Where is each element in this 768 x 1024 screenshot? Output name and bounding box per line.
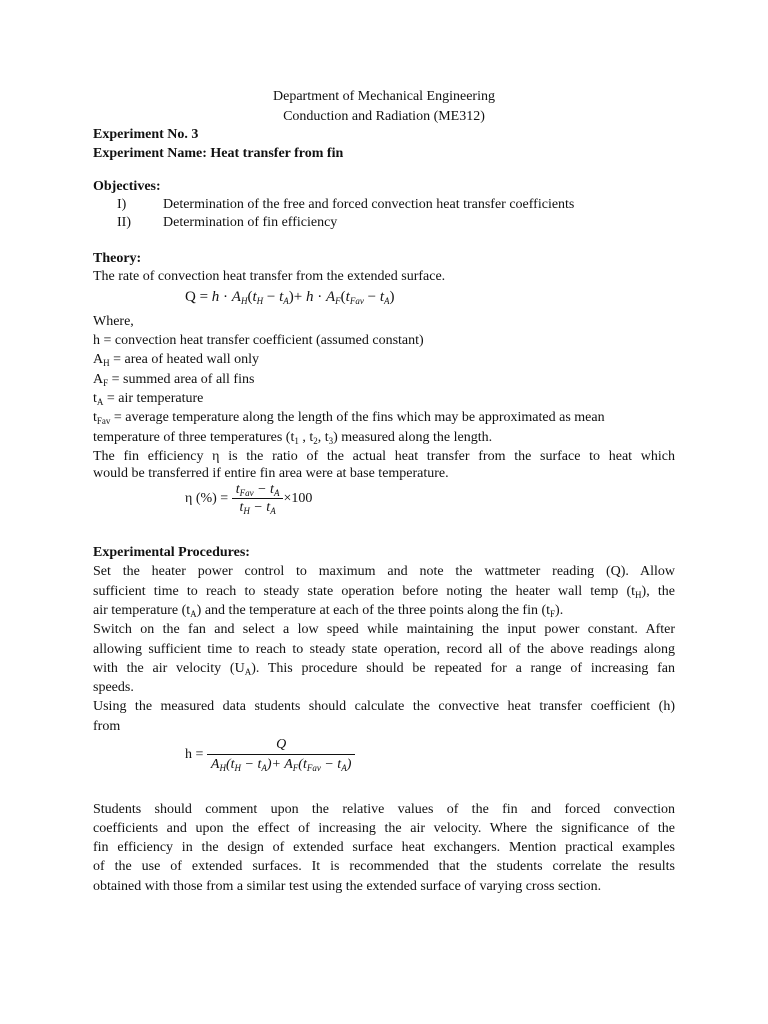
closing-line: fin efficiency in the design of extended surface heat exchangers. Mention practical examples xyxy=(93,840,675,855)
closing-line: obtained with those from a similar test using the extended surface of varying cross section. xyxy=(93,879,602,894)
closing-line: coefficients and upon the effect of increasing the air velocity. Where the significance of the xyxy=(93,821,675,836)
def-tfav-text: = average temperature along the length of the fins which may be approximated as mean xyxy=(110,410,605,425)
closing-line: Students should comment upon the relative values of the fin and forced convection xyxy=(93,802,675,817)
def-ah: $A_H$ = area of heated wall only xyxy=(93,352,260,368)
def-ta: $t_A$ = air temperature xyxy=(93,391,204,407)
theory-intro: The rate of convection heat transfer from the extended surface. xyxy=(93,269,446,284)
def-tfav-cont: temperature of three temperatures ($t_1$ , $t_2$, $t_3$) measured along the length. xyxy=(93,430,493,446)
objective-number: II) xyxy=(117,215,131,230)
procedure-line: sufficient time to reach to steady state operation before noting the heater wall temp $(t_H)$, the xyxy=(93,584,676,600)
experiment-number: Experiment No. 3 xyxy=(93,127,199,142)
procedure-line: allowing sufficient time to reach to steady state operation, record all of the above readings along xyxy=(93,642,675,657)
eta-label: η (%) = xyxy=(185,491,232,506)
procedure-line: Using the measured data students should calculate the convective heat transfer coefficient (h) xyxy=(93,699,675,714)
procedure-line: from xyxy=(93,719,121,734)
objective-number: I) xyxy=(117,197,127,212)
procedure-line: air temperature $(t_A)$ and the temperature at each of the three points along the fin $(t_F)$. xyxy=(93,603,564,619)
def-ta-text: = air temperature xyxy=(103,391,204,406)
procedures-heading: Experimental Procedures: xyxy=(93,545,250,560)
def-tfav: $t_{Fav}$ = average temperature along the length of the fins which may be approximated as mean xyxy=(93,410,605,426)
def-af-text: = summed area of all fins xyxy=(111,372,255,387)
eta-times: ×100 xyxy=(283,491,313,506)
experiment-name: Experiment Name: Heat transfer from fin xyxy=(93,146,344,161)
procedure-line: speeds. xyxy=(93,680,134,695)
procedure-line: Switch on the fan and select a low speed while maintaining the input power constant. After xyxy=(93,622,675,637)
def-ah-text: = area of heated wall only xyxy=(109,352,260,367)
closing-line: of the use of extended surfaces. It is recommended that the students correlate the results xyxy=(93,859,675,874)
objective-item: Determination of fin efficiency xyxy=(163,215,338,230)
heat-transfer-equation: $Q = h \cdot A_H(t_H - t_A)+ h \cdot A_F(t_{Fav} - t_A)$ xyxy=(185,289,395,306)
def-h: h = convection heat transfer coefficient (assumed constant) xyxy=(93,333,424,348)
efficiency-line-1: The fin efficiency η is the ratio of the actual heat transfer from the surface to heat which xyxy=(93,449,675,464)
efficiency-line-2: would be transferred if entire fin area were at base temperature. xyxy=(93,466,449,481)
where-label: Where, xyxy=(93,314,134,329)
efficiency-equation: η (%) = $\frac{t_{Fav} - t_A}{t_H - t_A}$ ×100 xyxy=(185,482,313,516)
objectives-heading: Objectives: xyxy=(93,179,161,194)
course-title: Conduction and Radiation (ME312) xyxy=(283,109,485,124)
objective-item: Determination of the free and forced convection heat transfer coefficients xyxy=(163,197,575,212)
procedure-line: Set the heater power control to maximum and note the wattmeter reading (Q). Allow xyxy=(93,564,675,579)
h-equation: h = $\frac{Q}{A_H(t_H - t_A)+ A_F(t_{Fav} - t_A)}$ xyxy=(185,736,355,774)
def-af: $A_F$ = summed area of all fins xyxy=(93,372,255,388)
procedure-line: with the air velocity $(U_A)$. This procedure should be repeated for a range of increasing fan xyxy=(93,661,675,677)
department-title: Department of Mechanical Engineering xyxy=(273,89,495,104)
h-label: h = xyxy=(185,747,207,762)
theory-heading: Theory: xyxy=(93,251,142,266)
